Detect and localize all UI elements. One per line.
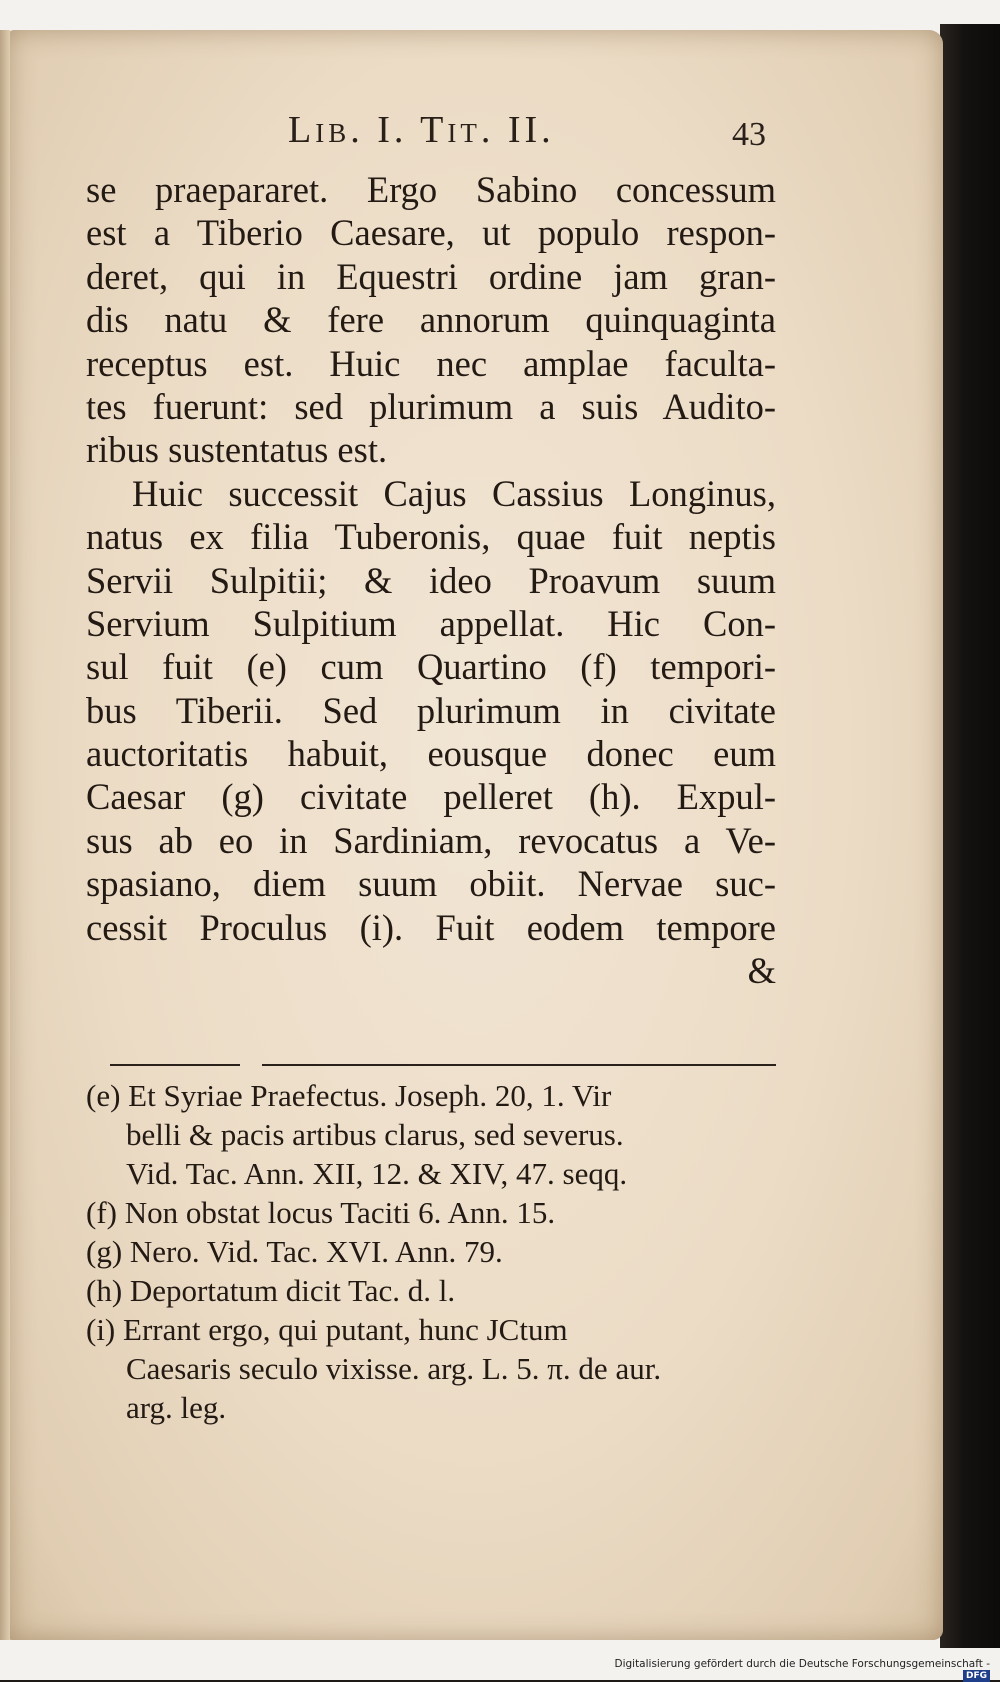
body-line: spasiano, diem suum obiit. Nervae suc-: [86, 863, 776, 905]
body-line: dis natu & fere annorum quinquaginta: [86, 299, 776, 341]
body-line: Caesar (g) civitate pelleret (h). Expul-: [86, 776, 776, 818]
footnote-line: Vid. Tac. Ann. XII, 12. & XIV, 47. seqq.: [126, 1156, 628, 1191]
body-line: ribus sustentatus est.: [86, 429, 388, 471]
footnote-line: belli & pacis artibus clarus, sed severus.: [126, 1117, 624, 1152]
digitization-credit: [600, 1658, 990, 1681]
body-line: receptus est. Huic nec amplae faculta-: [86, 342, 776, 384]
page-number: 43: [732, 116, 766, 153]
footnote-line: arg. leg.: [126, 1390, 227, 1425]
body-line: bus Tiberii. Sed plurimum in civitate: [86, 689, 776, 731]
footnote-rule-left: [110, 1064, 240, 1066]
footnote-line: (h) Deportatum dicit Tac. d. l.: [86, 1273, 456, 1308]
body-line: tes fuerunt: sed plurimum a suis Audito-: [86, 385, 776, 427]
body-text: [86, 168, 776, 992]
credit-text: Digitalisierung gefördert durch die Deutsche Forschungsgemeinschaft -: [614, 1658, 990, 1670]
footnote-line: Caesaris seculo vixisse. arg. L. 5. π. de aur.: [126, 1351, 662, 1386]
footnote-line: (i) Errant ergo, qui putant, hunc JCtum: [86, 1312, 568, 1347]
body-line: &: [747, 950, 776, 992]
body-line: Servii Sulpitii; & ideo Proavum suum: [86, 559, 776, 601]
footnote-line: (g) Nero. Vid. Tac. XVI. Ann. 79.: [86, 1234, 503, 1269]
body-line: natus ex filia Tuberonis, quae fuit neptis: [86, 516, 776, 558]
body-line: cessit Proculus (i). Fuit eodem tempore: [86, 906, 776, 948]
body-line: Servium Sulpitium appellat. Hic Con-: [86, 602, 776, 644]
footnotes: [86, 1076, 776, 1427]
body-line: auctoritatis habuit, eousque donec eum: [86, 733, 776, 775]
footnote-rule-right: [262, 1064, 776, 1066]
body-line: sus ab eo in Sardiniam, revocatus a Ve-: [86, 819, 776, 861]
dfg-logo: DFG: [963, 1670, 990, 1682]
footnote-line: (e) Et Syriae Praefectus. Joseph. 20, 1. Vir: [86, 1078, 612, 1113]
body-line: Huic successit Cajus Cassius Longinus,: [132, 472, 776, 514]
body-line: est a Tiberio Caesare, ut populo respon-: [86, 212, 776, 254]
book-edge-right: [940, 24, 1000, 1648]
running-head-title: Lib. I. Tit. II.: [288, 109, 555, 151]
running-head: [0, 108, 1000, 158]
book-edge-left: [0, 30, 10, 1640]
body-line: deret, qui in Equestri ordine jam gran-: [86, 255, 776, 297]
body-line: sul fuit (e) cum Quartino (f) tempori-: [86, 646, 776, 688]
footnote-line: (f) Non obstat locus Taciti 6. Ann. 15.: [86, 1195, 556, 1230]
body-line: se praepararet. Ergo Sabino concessum: [86, 169, 776, 210]
